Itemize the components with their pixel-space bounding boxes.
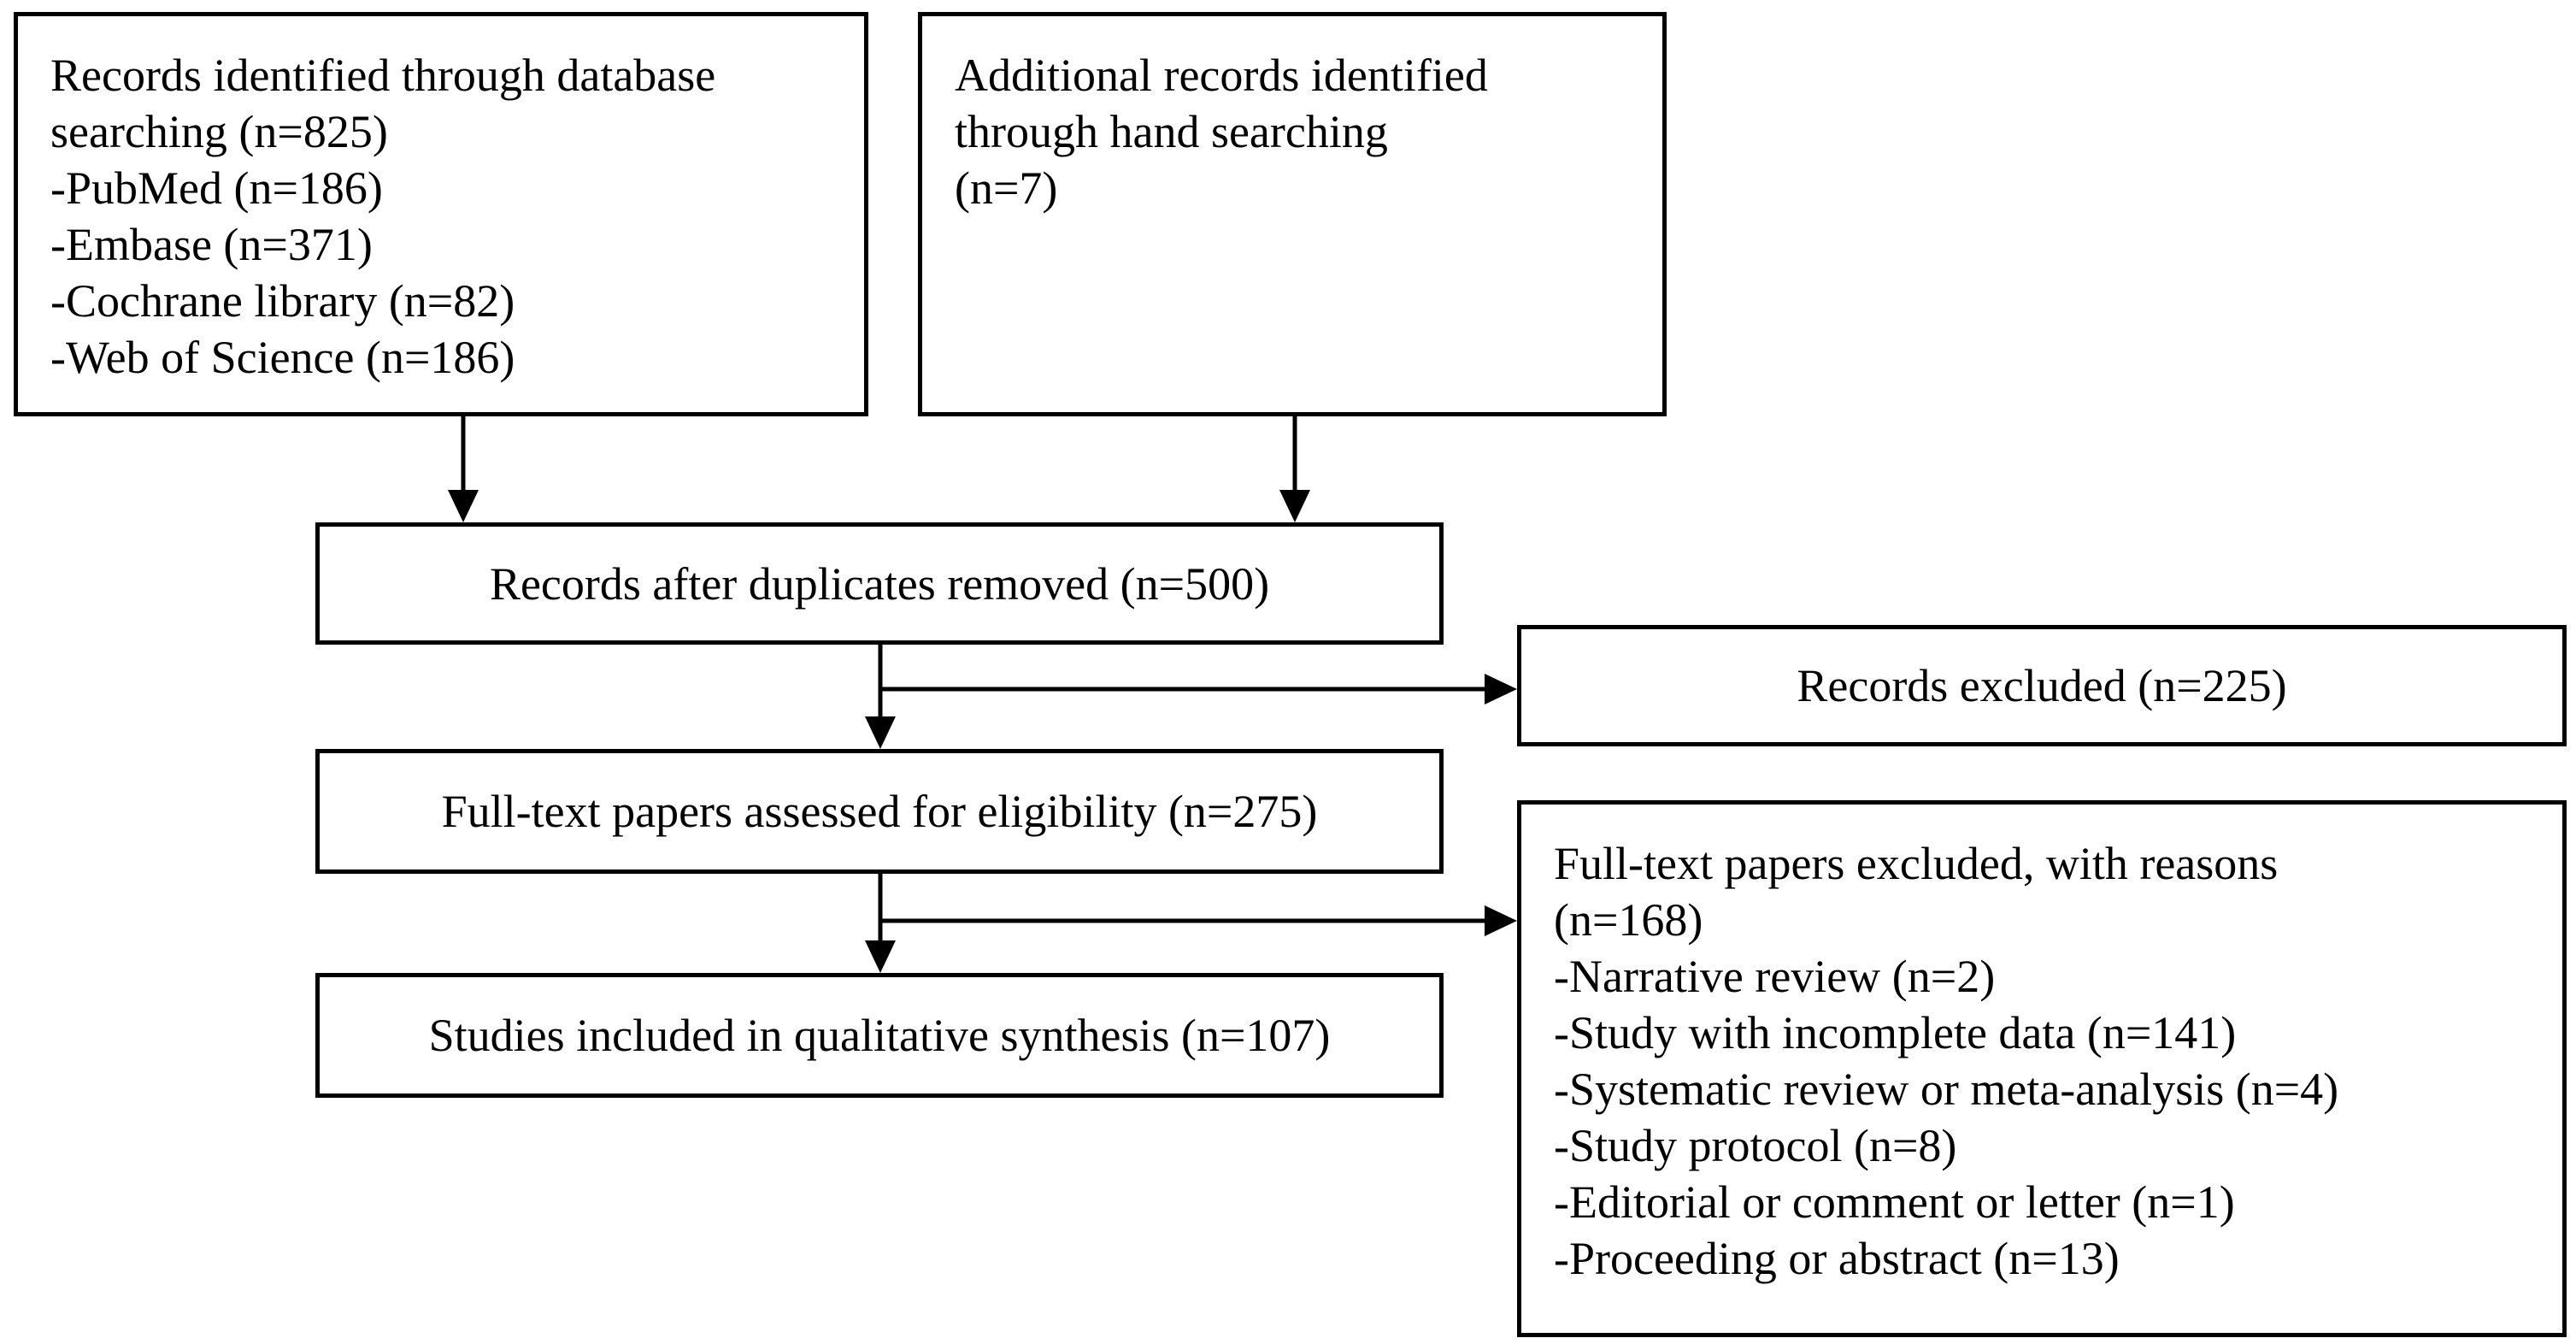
box-records-excluded [1517, 625, 2567, 746]
box-text-line: searching (n=825) [50, 106, 388, 157]
box-text-line: -Proceeding or abstract (n=13) [1554, 1233, 2120, 1284]
box-text-line: -PubMed (n=186) [50, 162, 383, 214]
box-fulltext-assessed-eligibility [315, 749, 1444, 874]
box-text-line: -Systematic review or meta-analysis (n=4) [1554, 1064, 2339, 1115]
arrow-database-to-duplicates [448, 416, 479, 522]
arrow-branch-to-fulltext-excluded [880, 905, 1517, 936]
box-text-line: through hand searching [955, 106, 1388, 157]
box-text-line: -Web of Science (n=186) [50, 332, 515, 383]
box-fulltext-excluded-reasons [1517, 800, 2567, 1337]
box-text-line: -Cochrane library (n=82) [50, 275, 515, 327]
box-text-line: -Study with incomplete data (n=141) [1554, 1007, 2237, 1058]
box-text-line: -Narrative review (n=2) [1554, 951, 1996, 1002]
box-text-line: -Embase (n=371) [50, 219, 373, 270]
box-text-line: (n=168) [1554, 894, 1703, 946]
arrow-duplicates-to-assessed [865, 645, 896, 749]
box-additional-records-hand-search [918, 12, 1667, 416]
arrow-branch-to-records-excluded [880, 674, 1517, 704]
box-text-label: Full-text papers assessed for eligibility (n=275) [441, 786, 1318, 837]
box-text-line: Records identified through database [50, 50, 716, 101]
box-text-label: Records excluded (n=225) [1797, 660, 2287, 711]
arrow-assessed-to-included [865, 874, 896, 973]
box-text-line: -Study protocol (n=8) [1554, 1120, 1957, 1171]
box-text-label: Records after duplicates removed (n=500) [489, 557, 1270, 610]
box-text-line: -Editorial or comment or letter (n=1) [1554, 1176, 2235, 1228]
box-studies-included-qualitative [315, 973, 1444, 1098]
box-text-line: (n=7) [955, 162, 1058, 214]
box-text-line: Full-text papers excluded, with reasons [1554, 838, 2279, 889]
box-records-identified-database [14, 12, 868, 416]
box-text-line: Additional records identified [955, 50, 1488, 101]
box-records-after-duplicates-removed [315, 522, 1444, 645]
box-text-label: Studies included in qualitative synthesis (n=107) [428, 1010, 1331, 1061]
arrow-hand-to-duplicates [1279, 416, 1310, 522]
